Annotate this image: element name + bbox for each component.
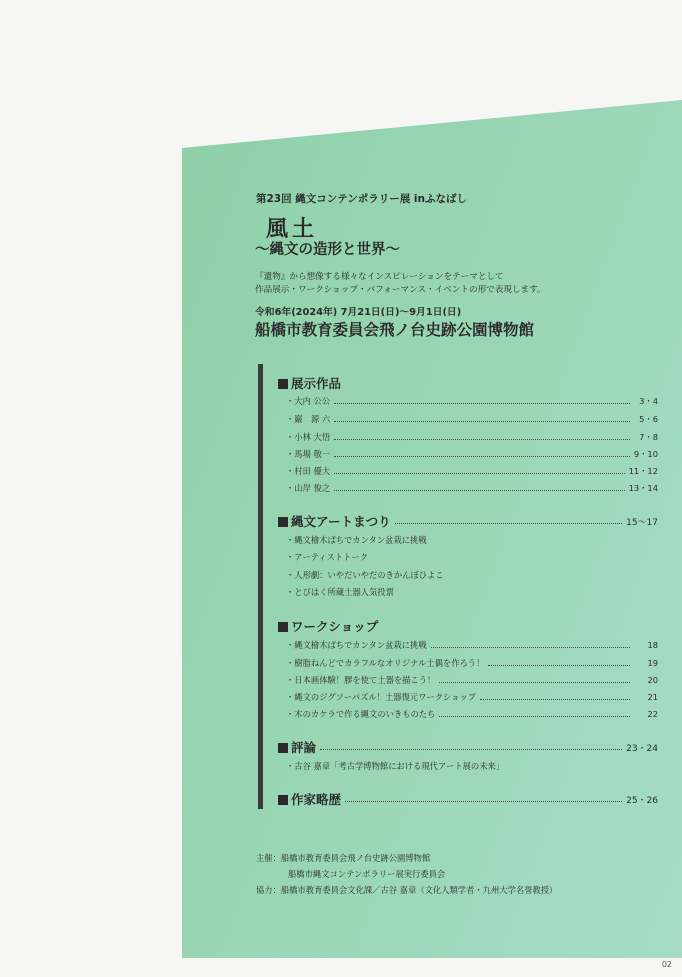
- toc-leader: [334, 403, 630, 404]
- toc-item-pages: 20: [647, 675, 658, 685]
- page-number: 02: [661, 960, 672, 969]
- toc-item[interactable]: [286, 412, 658, 426]
- toc-item[interactable]: [286, 534, 658, 548]
- toc-item[interactable]: [286, 464, 658, 478]
- toc-item[interactable]: [286, 690, 658, 704]
- toc-leader: [488, 665, 630, 666]
- toc-leader: [439, 682, 630, 683]
- toc-item[interactable]: [286, 394, 658, 408]
- green-panel: [182, 100, 682, 958]
- toc-section-biographies[interactable]: [278, 792, 658, 806]
- toc-item-pages: 7・8: [639, 432, 658, 442]
- description-line-2: 作品展示・ワークショップ・パフォーマンス・イベントの形で表現します。: [255, 285, 546, 295]
- toc-item-pages: 18: [647, 640, 658, 650]
- exhibition-label: 第23回 縄文コンテンポラリー展 inふなばし: [256, 193, 467, 205]
- toc-item-label: ・山岸 俊之: [286, 483, 331, 493]
- toc-item-pages: 3・4: [639, 396, 658, 406]
- toc-item-label: ・日本画体験！膠を使て土器を描こう！: [286, 675, 436, 685]
- toc-leader: [395, 523, 622, 524]
- toc-item[interactable]: [286, 551, 658, 565]
- toc-section-title: 評論: [278, 738, 316, 756]
- toc-item-pages: 5・6: [639, 414, 658, 424]
- venue-name: 船橋市教育委員会飛ノ台史跡公園博物館: [255, 321, 535, 339]
- toc-leader: [439, 716, 630, 717]
- toc-item-label: ・縄文檜木ぱちでカンタン盆栽に挑戦: [286, 640, 427, 650]
- toc-item-pages: 9・10: [633, 449, 658, 459]
- toc-section-pages: 25・26: [626, 795, 658, 806]
- toc-leader: [334, 490, 624, 491]
- page-subtitle: ～縄文の造形と世界～: [255, 242, 400, 258]
- toc-item-label: ・人形劇：いやだいやだのきかんぼひよこ: [286, 570, 444, 580]
- toc-item-label: ・馬場 敬一: [286, 449, 331, 459]
- toc-item[interactable]: [286, 656, 658, 670]
- toc-item-label: ・小林 大悟: [286, 432, 331, 442]
- toc-item-label: ・縄文檜木ぱちでカンタン盆栽に挑戦: [286, 535, 427, 545]
- toc-item-label: ・樹脂ねんどでカラフルなオリジナル土偶を作ろう！: [286, 658, 485, 668]
- toc-item-label: ・アーティストトーク: [286, 552, 369, 562]
- toc-item-label: ・巖 源 六: [286, 414, 331, 424]
- toc-item-pages: 13・14: [628, 483, 658, 493]
- toc-item[interactable]: [286, 481, 658, 495]
- toc-leader: [334, 473, 624, 474]
- organizer-line-1: 主催：船橋市教育委員会飛ノ台史跡公園博物館: [256, 853, 431, 863]
- toc-leader: [334, 456, 630, 457]
- page-title: 風土: [266, 217, 319, 242]
- toc-item-label: ・大内 公公: [286, 396, 331, 406]
- description-line-1: 『遺物』から想像する様々なインスピレーションをテーマとして: [255, 272, 504, 282]
- toc-leader: [334, 439, 630, 440]
- toc-section-workshop: ワークショップ: [278, 617, 378, 635]
- toc-section-pages: 23・24: [626, 743, 658, 754]
- toc-item-pages: 22: [647, 709, 658, 719]
- toc-item-label: ・古谷 嘉章「考古学博物館における現代アート展の未来」: [286, 761, 505, 771]
- toc-item[interactable]: [286, 638, 658, 652]
- toc-leader: [345, 801, 622, 802]
- toc-section-title: 作家略歴: [278, 790, 341, 808]
- toc-item[interactable]: [286, 569, 658, 583]
- toc-section-title: 縄文アートまつり: [278, 512, 391, 530]
- exhibition-dates: 令和6年(2024年) 7月21日(日)～9月1日(日): [255, 307, 462, 318]
- toc-vertical-rule: [258, 364, 263, 809]
- toc-item[interactable]: [286, 760, 658, 774]
- toc-leader: [431, 647, 630, 648]
- toc-leader: [334, 421, 630, 422]
- toc-item-pages: 19: [647, 658, 658, 668]
- toc-leader: [480, 699, 630, 700]
- toc-section-works: 展示作品: [278, 374, 341, 392]
- toc-item-pages: 11・12: [628, 466, 658, 476]
- toc-item[interactable]: [286, 707, 658, 721]
- organizer-line-2: 船橋市縄文コンテンポラリー展実行委員会: [288, 869, 446, 879]
- toc-item-label: ・縄文のジグソーパズル！土器復元ワークショップ: [286, 692, 477, 702]
- toc-section-pages: 15～17: [626, 517, 658, 528]
- toc-section-festival[interactable]: [278, 514, 658, 528]
- cooperation-line: 協力：船橋市教育委員会文化課／古谷 嘉章（文化人類学者・九州大学名誉教授）: [256, 885, 558, 895]
- toc-item[interactable]: [286, 586, 658, 600]
- toc-section-review[interactable]: [278, 740, 658, 754]
- toc-item-label: ・とびはく所蔵土器人気投票: [286, 587, 394, 597]
- toc-item[interactable]: [286, 673, 658, 687]
- toc-item-label: ・村田 優大: [286, 466, 331, 476]
- toc-leader: [320, 749, 622, 750]
- toc-item[interactable]: [286, 447, 658, 461]
- toc-item-label: ・木のカケラで作る縄文のいきものたち: [286, 709, 436, 719]
- toc-item-pages: 21: [647, 692, 658, 702]
- toc-item[interactable]: [286, 430, 658, 444]
